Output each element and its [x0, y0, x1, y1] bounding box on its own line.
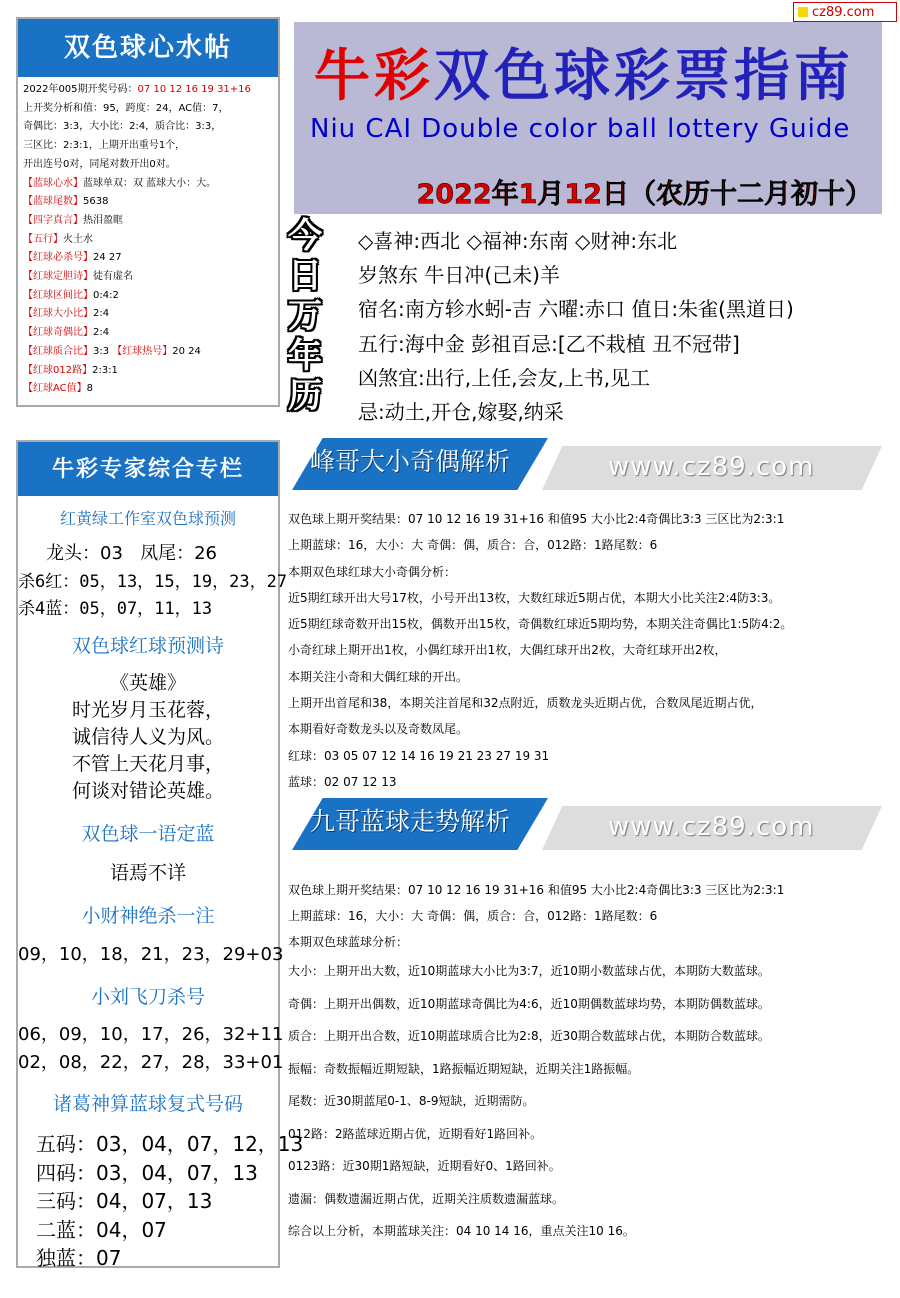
text-line: 蓝球：02 07 12 13: [288, 774, 397, 789]
text-line: 尾数：近30期蓝尾0-1、8-9短缺，近期需防。: [288, 1094, 535, 1108]
text-line: 本期看好奇数龙头以及奇数凤尾。: [288, 722, 469, 737]
almanac-line: 凶煞宜:出行,上任,会友,上书,见工: [358, 365, 651, 390]
poem-line: 不管上天花月事，: [71, 753, 224, 775]
site-badge[interactable]: [793, 2, 897, 22]
text-line: 本期双色球蓝球分析：: [288, 935, 409, 949]
section1-url[interactable]: www.cz89.com: [608, 452, 815, 482]
text-line: 012路：2路蓝球近期占优，近期看好1路回补。: [288, 1126, 543, 1141]
longtou-fengwei: 龙头：03 凤尾：26: [46, 543, 217, 564]
feidao-title: 小刘飞刀杀号: [90, 986, 205, 1008]
almanac-line: 岁煞东 牛日冲(己未)羊: [358, 263, 560, 288]
text-line: 上期开出首尾和38，本期关注首尾和32点附近，质数龙头近期占优，合数凤尾近期占优，: [288, 696, 763, 711]
text-line: 振幅：奇数振幅近期短缺，1路振幅近期短缺，近期关注1路振幅。: [288, 1061, 640, 1076]
tip-item: 【红球大小比】2:4: [23, 308, 110, 320]
text-line: 大小：上期开出大数，近10期蓝球大小比为3:7，近10期小数蓝球占优，本期防大数蓝球。: [288, 964, 770, 978]
section2-url[interactable]: www.cz89.com: [608, 812, 815, 842]
poem-line: 诚信待人义为风。: [71, 726, 224, 748]
poem-line: 时光岁月玉花蓉，: [71, 699, 224, 721]
poem-line: 何谈对错论英雄。: [71, 780, 224, 802]
text-line: 奇偶：上期开出偶数，近10期蓝球奇偶比为4:6，近10期偶数蓝球均势，本期防偶数蓝球。: [288, 996, 770, 1011]
page-title: 牛彩双色球彩票指南: [314, 43, 854, 109]
section2-title: 九哥蓝球走势解析: [310, 807, 511, 836]
tip-item: 【五行】火土水: [23, 233, 93, 245]
text-line: 近5期红球奇数开出15枚，偶数开出15枚，奇偶数红球近5期均势，本期关注奇偶比1:5防4:2。: [288, 617, 793, 632]
caishen-value: 09，10，18，21，23，29+03: [18, 944, 284, 965]
section1-banner: [292, 438, 882, 496]
page-header: [294, 22, 882, 214]
tip-item: 【红球质合比】3:3 【红球热号】20 24: [23, 345, 201, 357]
almanac-lines: [358, 224, 794, 429]
poem: [18, 670, 278, 805]
almanac-line: 五行:海中金 彭祖百忌:[乙不栽植 丑不冠带]: [358, 331, 740, 356]
text-line: 0123路：近30期1路短缺，近期看好0、1路回补。: [288, 1159, 561, 1173]
analysis-line: 奇偶比：3:3，大小比：2:4，质合比：3:3，: [23, 121, 222, 133]
almanac-line: ◇喜神:西北 ◇福神:东南 ◇财神:东北: [358, 229, 678, 253]
section2-banner: [292, 798, 882, 856]
site-badge-text: cz89.com: [812, 4, 875, 20]
text-line: 上期蓝球：16，大小：大 奇偶：偶，质合：合，012路：1路尾数：6: [288, 909, 658, 923]
text-line: 近5期红球开出大号17枚，小号开出13枚，大数红球近5期占优，本期大小比关注2:4防3:3。: [288, 590, 781, 605]
section1-title: 峰哥大小奇偶解析: [310, 447, 511, 476]
almanac-heading: 今 日 万 年 历: [288, 216, 322, 416]
almanac-line: 忌:动土,开仓,嫁娶,纳采: [358, 400, 564, 425]
zhuge-values: 五码：03，04，07，12，13 四码：03，04，07，13 三码：04，07，13 二蓝：04，07 独蓝：07: [36, 1132, 304, 1270]
analysis-line: 开出连号0对，同尾对数开出0对。: [23, 158, 176, 170]
kill-red: 杀6红：05，13，15，19，23，27: [18, 572, 288, 592]
text-line: 综合以上分析，本期蓝球关注：04 10 14 16，重点关注10 16。: [288, 1224, 635, 1238]
poem-name: 《英雄》: [109, 672, 186, 694]
tip-item: 【蓝球尾数】5638: [23, 196, 109, 208]
text-line: 红球：03 05 07 12 14 16 19 21 23 27 19 31: [288, 748, 550, 763]
kill-blue: 杀4蓝：05，07，11，13: [18, 599, 213, 619]
draw-result-line: 2022年005期开奖号码：07 10 12 16 19 31+16: [23, 84, 251, 95]
tip-item: 【红球012路】2:3:1: [23, 364, 118, 376]
studio-title: 红黄绿工作室双色球预测: [59, 509, 236, 528]
yiyu-value: 语焉不详: [109, 862, 186, 884]
page-date: 2022年1月12日（农历十二月初十）: [416, 179, 872, 210]
expert-content: [18, 506, 304, 1273]
yiyu-title: 双色球一语定蓝: [81, 823, 215, 845]
xinshui-info: [18, 77, 278, 399]
tip-item: 【红球区间比】0:4:2: [23, 289, 119, 301]
text-line: 质合：上期开出合数，近10期蓝球质合比为2:8，近30期合数蓝球占优，本期防合数蓝球。: [288, 1029, 770, 1043]
text-line: 双色球上期开奖结果：07 10 12 16 19 31+16 和值95 大小比2:4奇偶比3:3 三区比为2:3:1: [288, 883, 785, 897]
analysis-line: 三区比：2:3:1，上期开出重号1个，: [23, 140, 186, 152]
text-line: 双色球上期开奖结果：07 10 12 16 19 31+16 和值95 大小比2:4奇偶比3:3 三区比为2:3:1: [288, 512, 785, 526]
tip-item: 【红球必杀号】24 27: [23, 252, 122, 264]
feidao-values: 06，09，10，17，26，32+11 02，08，22，27，28，33+01: [18, 1024, 284, 1073]
text-line: 小奇红球上期开出1枚，小偶红球开出1枚，大偶红球开出2枚，大奇红球开出2枚，: [288, 643, 727, 658]
yellow-square-icon: [798, 7, 808, 17]
text-line: 遗漏：偶数遗漏近期占优，近期关注质数遗漏蓝球。: [288, 1191, 565, 1206]
tip-item: 【红球奇偶比】2:4: [23, 327, 110, 339]
tip-item: 【四字真言】热泪盈眶: [23, 214, 123, 226]
text-line: 上期蓝球：16，大小：大 奇偶：偶，质合：合，012路：1路尾数：6: [288, 538, 658, 553]
text-line: 本期双色球红球大小奇偶分析：: [288, 564, 457, 579]
poem-title: 双色球红球预测诗: [71, 635, 224, 657]
expert-title: 牛彩专家综合专栏: [18, 442, 278, 496]
tip-item: 【红球AC值】8: [23, 383, 94, 395]
almanac-line: 宿名:南方轸水蚓-吉 六曜:赤口 值日:朱雀(黑道日): [358, 297, 794, 322]
analysis-line: 上开奖分析和值：95，跨度：24，AC值：7，: [23, 102, 229, 114]
section2-text: [288, 877, 784, 1248]
xinshui-title: 双色球心水帖: [18, 19, 278, 77]
zhuge-title: 诸葛神算蓝球复式号码: [52, 1093, 243, 1115]
section1-text: [288, 506, 792, 795]
xinshui-panel: [16, 17, 280, 407]
caishen-title: 小财神绝杀一注: [81, 905, 215, 927]
text-line: 本期关注小奇和大偶红球的开出。: [288, 669, 469, 684]
page-title-en: Niu CAI Double color ball lottery Guide: [310, 114, 851, 144]
tip-item: 【红球定胆诗】徒有虚名: [23, 271, 133, 283]
expert-panel: [16, 440, 304, 1270]
tip-item: 【蓝球心水】蓝球单双：双 蓝球大小：大。: [23, 177, 217, 189]
